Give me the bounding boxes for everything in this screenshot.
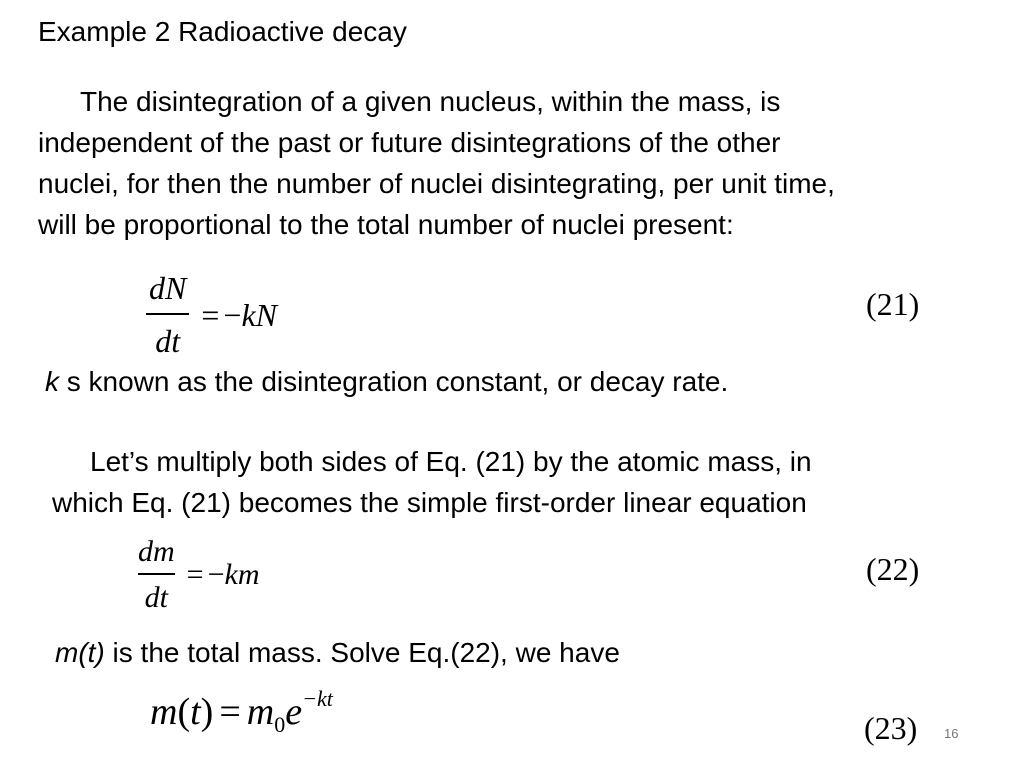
equation-23 — [150, 686, 333, 737]
paragraph-line: The disintegration of a given nucleus, within the mass, is — [80, 86, 781, 117]
fraction-bar — [146, 313, 189, 315]
page-number: 16 — [944, 726, 959, 741]
fraction-numerator: dN — [149, 270, 187, 306]
exp-base-e: e — [285, 691, 303, 733]
fraction-dN-dt — [146, 270, 189, 360]
equals-sign: = — [186, 558, 204, 591]
equals-sign: = — [219, 691, 241, 733]
mass-definition-text: is the total mass. Solve Eq.(22), we have — [104, 637, 620, 668]
paragraph-line: which Eq. (21) becomes the simple first-order linear equation — [52, 487, 807, 518]
m0-base: m — [246, 691, 275, 733]
equation-number-22: (22) — [866, 551, 920, 587]
lhs-m: m — [150, 691, 178, 733]
equation-rhs — [183, 558, 260, 592]
lhs-close-paren: ) — [200, 691, 214, 733]
paragraph-line: will be proportional to the total number of nuclei present: — [38, 209, 734, 240]
k-definition-text: s known as the disintegration constant, or decay rate. — [59, 366, 729, 397]
fraction-denominator: dt — [144, 581, 168, 614]
minus-sign: − — [207, 558, 225, 591]
rhs-term: km — [224, 558, 260, 591]
fraction-denominator: dt — [155, 323, 181, 359]
equation-number-21: (21) — [866, 286, 920, 322]
equation-rhs — [197, 297, 277, 334]
paragraph-multiply — [52, 441, 812, 523]
fraction-bar — [138, 573, 175, 575]
m0-subscript: 0 — [274, 712, 286, 737]
lhs-open-paren: ( — [177, 691, 191, 733]
paragraph-line: nuclei, for then the number of nuclei disintegrating, per unit time, — [38, 168, 835, 199]
exponent: −kt — [302, 686, 333, 711]
equation-22 — [138, 535, 260, 615]
fraction-numerator: dm — [138, 535, 175, 568]
mass-definition-line — [55, 637, 620, 669]
equals-sign: = — [201, 296, 220, 333]
paragraph-radioactive-intro — [38, 81, 835, 245]
k-definition-line — [45, 366, 728, 398]
lhs-t: t — [190, 691, 201, 733]
slide-title: Example 2 Radioactive decay — [38, 16, 407, 47]
minus-sign: − — [223, 296, 242, 333]
rhs-term: kN — [241, 296, 277, 333]
variable-m-of-t: m(t) — [55, 637, 105, 668]
variable-k: k — [45, 366, 59, 397]
paragraph-line: independent of the past or future disintegrations of the other — [38, 127, 781, 158]
equation-21 — [146, 270, 277, 360]
fraction-dm-dt — [138, 535, 175, 615]
paragraph-line: Let’s multiply both sides of Eq. (21) by the atomic mass, in — [90, 446, 812, 477]
equation-number-23: (23) — [864, 710, 918, 746]
